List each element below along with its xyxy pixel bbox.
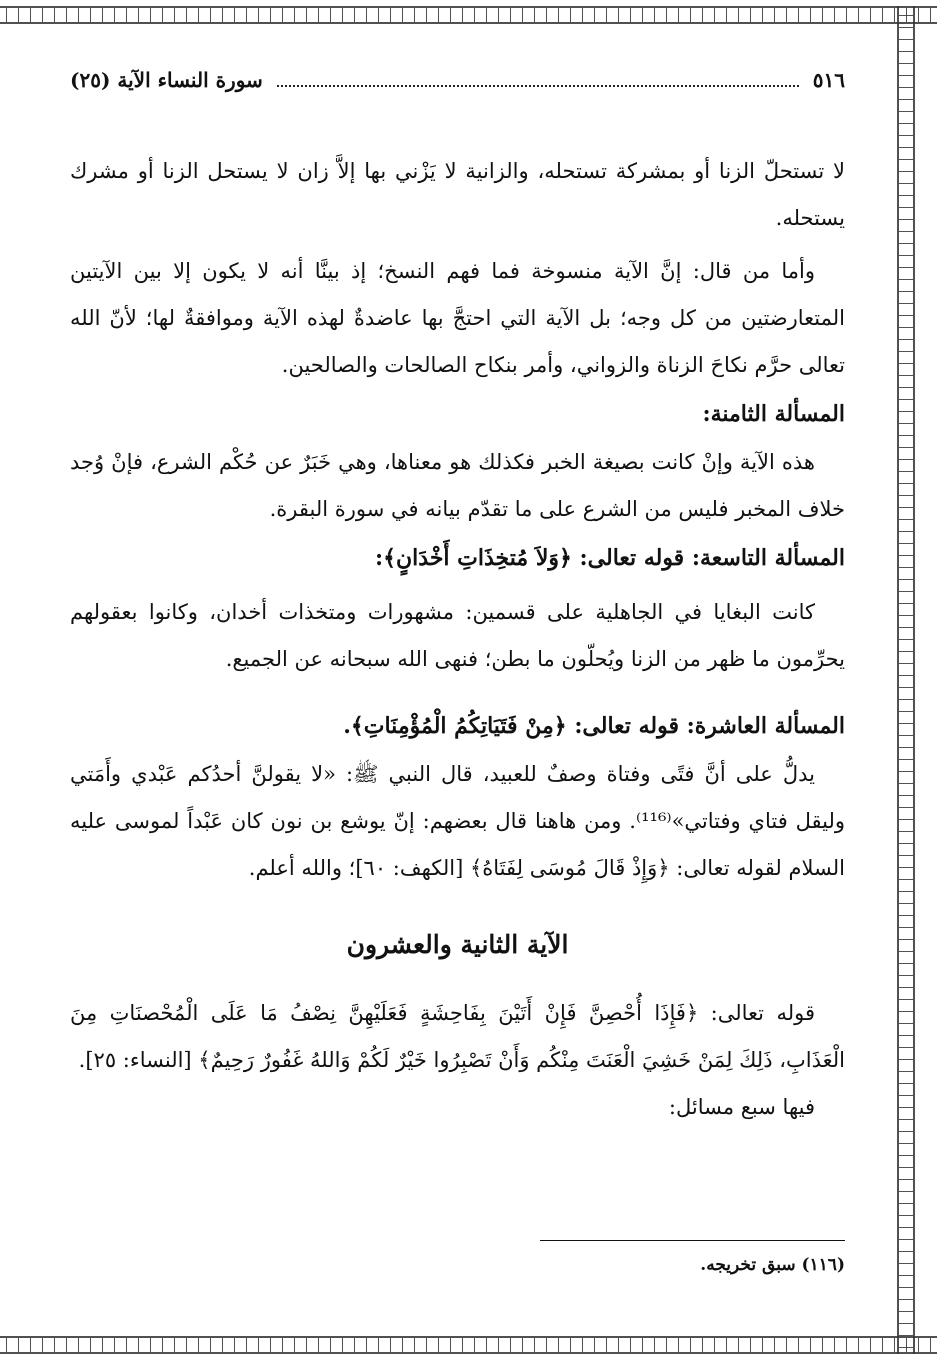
section-title: الآية الثانية والعشرون	[346, 930, 569, 959]
paragraph-2: وأما من قال: إنَّ الآية منسوخة فما فهم النسخ؛ إذ بينَّا أنه لا يكون إلا بين الآيتين المتعارضتين من كل وجه؛ بل الآية التي احتجَّ بها عاضدةٌ لهذه الآية وموافقةٌ لها؛ لأنّ الله تعالى حرَّم نكاحَ الزناة والزواني، وأمر بنكاح الصالحات والصالحين.	[70, 259, 845, 377]
heading-question-8: المسألة الثامنة:	[702, 401, 845, 427]
paragraph-3: هذه الآية وإنْ كانت بصيغة الخبر فكذلك هو معناها، وهي خَبَرٌ عن حُكْم الشرع، فإنْ وُجد خلاف المخبر فليس من الشرع على ما تقدّم بيانه في سورة البقرة.	[70, 450, 845, 521]
heading-question-9: المسألة التاسعة: قوله تعالى: ﴿وَلاَ مُتخِذَاتِ أَخْدَانٍ﴾:	[374, 545, 845, 571]
page-border-top	[0, 6, 937, 24]
footnote-divider	[540, 1240, 845, 1241]
paragraph-4: كانت البغايا في الجاهلية على قسمين: مشهورات ومتخذات أخدان، وكانوا بعقولهم يحرِّمون ما ظهر من الزنا ويُحلّون ما بطن؛ فنهى الله سبحانه عن الجميع.	[70, 600, 845, 671]
page-border-right	[897, 6, 915, 1354]
page-number: ٥١٦	[812, 68, 845, 92]
header-dotted-leader	[277, 85, 799, 87]
running-header	[70, 60, 845, 100]
heading-question-10: المسألة العاشرة: قوله تعالى: ﴿مِنْ فَتَيَاتِكُمُ الْمُؤْمِنَاتِ﴾.	[343, 713, 845, 739]
paragraph-1: لا تستحلّ الزنا أو بمشركة تستحله، والزانية لا يَزْني بها إلاَّ زان لا يستحل الزنا أو مشرك يستحله.	[70, 159, 845, 230]
footnote-116: (١١٦) سبق تخريجه.	[700, 1255, 845, 1275]
page-body	[70, 60, 845, 1131]
running-title: سورة النساء الآية (٢٥)	[70, 68, 263, 92]
page-border-bottom	[0, 1336, 937, 1354]
paragraph-7: فيها سبع مسائل:	[668, 1095, 815, 1119]
paragraph-6: قوله تعالى: ﴿فَإِذَا أُحْصِنَّ فَإِنْ أَتَيْنَ بِفَاحِشَةٍ فَعَلَيْهِنَّ نِصْفُ مَا عَلَى الْمُحْصنَاتِ مِنَ الْعَذَابِ، ذَلِكَ لِمَنْ خَشِيَ الْعَنَتَ مِنْكُم وَأَنْ تَصْبِرُوا خَيْرٌ لَكُمْ وَاللهُ غَفُورٌ رَحِيمٌ﴾ [النساء: ٢٥].	[70, 1001, 845, 1072]
paragraph-5: يدلُّ على أنَّ فتًى وفتاة وصفٌ للعبيد، قال النبي ﷺ: «لا يقولنَّ أحدُكم عَبْدي وأَمَتي وليقل فتاي وفتاتي»⁽¹¹⁶⁾. ومن هاهنا قال بعضهم: إنّ يوشع بن نون كان عَبْداً لموسى عليه السلام لقوله تعالى: ﴿وَإِذْ قَالَ مُوسَى لِفَتَاهُ﴾ [الكهف: ٦٠]؛ والله أعلم.	[70, 762, 845, 880]
